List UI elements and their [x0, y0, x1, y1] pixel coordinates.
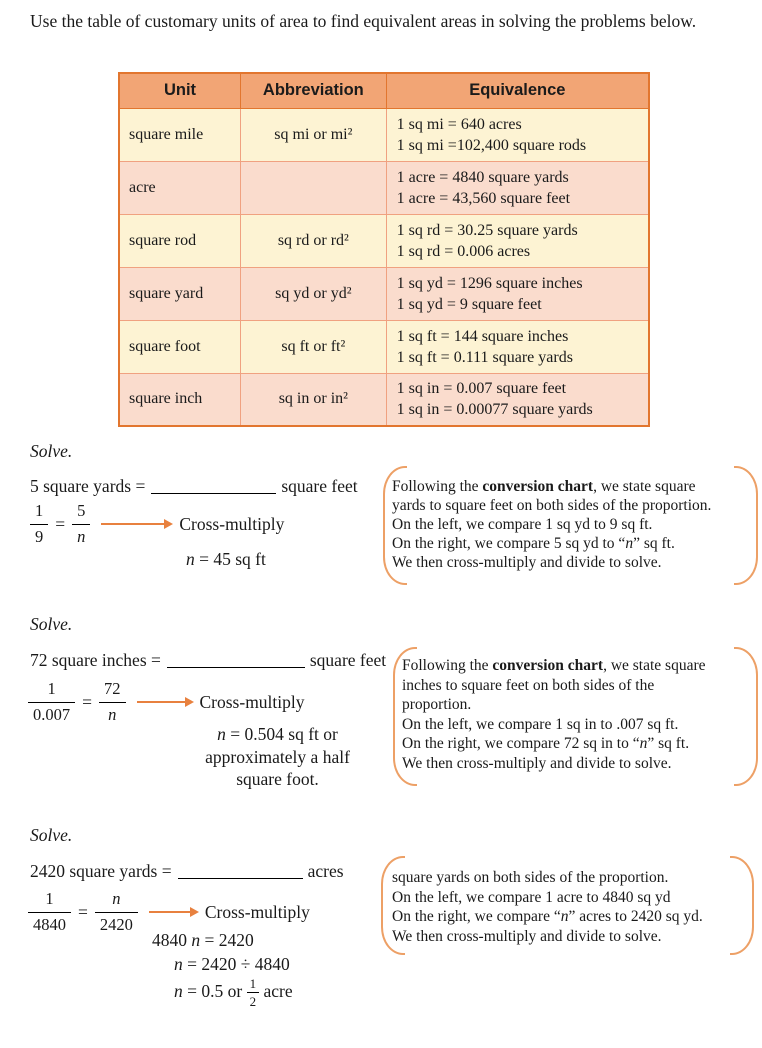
equivalence-cell	[386, 320, 649, 373]
numerator: 72	[104, 679, 121, 698]
result-line: square foot.	[236, 769, 319, 789]
explanation-callout-1	[383, 466, 758, 585]
problem-1-result	[186, 549, 266, 570]
text-segment: On the right, we compare 72 sq in to “	[402, 735, 640, 752]
abbreviation-cell: sq yd or yd²	[241, 267, 387, 320]
numerator: 1	[45, 889, 54, 908]
problem-3-equation	[30, 861, 344, 882]
text-segment: Following the	[392, 478, 483, 495]
fraction	[28, 679, 75, 725]
problem-2-equation	[30, 650, 386, 671]
numerator: 5	[77, 501, 86, 520]
numerator: 1	[47, 679, 56, 698]
table-row-acre	[119, 161, 649, 214]
fraction-one-half	[247, 977, 260, 1008]
equals-sign: =	[82, 691, 92, 712]
equivalence-line: 1 acre = 4840 square yards	[396, 168, 569, 186]
table-row-square-yard	[119, 267, 649, 320]
table-header-row	[119, 73, 649, 108]
unit-cell: square foot	[119, 320, 241, 373]
cross-multiply-label: Cross-multiply	[199, 691, 305, 712]
equivalence-line: 1 sq ft = 0.111 square yards	[396, 348, 573, 366]
explanation-callout-3	[381, 856, 754, 955]
answer-blank	[178, 864, 303, 879]
equivalence-line: 1 sq mi =102,400 square rods	[396, 136, 587, 154]
problem-2-proportion	[28, 679, 305, 725]
equation-lhs: 2420 square yards =	[30, 861, 172, 881]
table-row-square-inch	[119, 373, 649, 426]
fraction	[95, 889, 138, 935]
result-text: = 45 sq ft	[194, 549, 266, 569]
abbreviation-cell	[241, 161, 387, 214]
callout-line: proportion.	[402, 696, 472, 713]
numerator: 1	[35, 501, 44, 520]
equation-lhs: 72 square inches =	[30, 650, 161, 670]
result-text: acre	[259, 981, 293, 1001]
answer-blank	[151, 479, 276, 494]
table-row-square-foot	[119, 320, 649, 373]
equation-lhs: 5 square yards =	[30, 476, 146, 496]
problem-1-equation	[30, 476, 358, 497]
abbreviation-cell: sq rd or rd²	[241, 214, 387, 267]
table-row-square-rod	[119, 214, 649, 267]
equals-sign: =	[78, 901, 88, 922]
result-text: 4840	[152, 930, 192, 950]
denominator: 0.007	[28, 702, 75, 726]
denominator: n	[99, 702, 126, 726]
variable-n: n	[186, 549, 195, 569]
abbreviation-cell: sq in or in²	[241, 373, 387, 426]
text-segment: , we state square	[603, 657, 706, 674]
callout-line: We then cross-multiply and divide to solve.	[392, 554, 662, 571]
abbreviation-cell: sq mi or mi²	[241, 108, 387, 161]
equals-sign: =	[55, 513, 66, 534]
explanation-callout-2	[393, 647, 758, 786]
variable-n: n	[625, 535, 634, 552]
callout-line	[392, 534, 738, 553]
callout-line: We then cross-multiply and divide to solve.	[402, 754, 672, 772]
bold-segment: conversion chart	[482, 478, 594, 495]
solve-label: Solve.	[30, 825, 73, 845]
equivalence-cell	[386, 373, 649, 426]
denominator: 9	[30, 524, 48, 548]
result-line	[160, 723, 395, 746]
cross-multiply-label: Cross-multiply	[204, 901, 310, 922]
equivalence-line: 1 sq yd = 1296 square inches	[396, 274, 583, 292]
equation-unit: square feet	[281, 476, 358, 496]
result-text: = 2420	[200, 930, 254, 950]
callout-line: On the left, we compare 1 sq yd to 9 sq ft.	[392, 516, 653, 533]
denominator: n	[72, 524, 90, 548]
variable-n: n	[191, 930, 201, 950]
text-segment: Following the	[402, 657, 493, 674]
variable-n: n	[217, 724, 226, 744]
variable-n: n	[174, 954, 183, 974]
text-segment: ” acres to 2420 sq yd.	[568, 908, 703, 925]
text-segment: ” sq ft.	[647, 735, 690, 752]
equivalence-line: 1 sq rd = 0.006 acres	[396, 242, 531, 260]
table-row-square-mile	[119, 108, 649, 161]
unit-cell: square mile	[119, 108, 241, 161]
callout-line: inches to square feet on both sides of the	[402, 676, 655, 694]
unit-cell: square yard	[119, 267, 241, 320]
problem-2-result	[160, 723, 395, 791]
fraction	[28, 889, 71, 935]
bold-segment: conversion chart	[492, 657, 604, 674]
equivalence-line: 1 sq ft = 144 square inches	[396, 327, 569, 345]
fraction	[99, 679, 126, 725]
text-segment: On the right, we compare “	[392, 908, 561, 925]
text-segment: , we state square	[593, 478, 696, 495]
numerator: n	[112, 889, 121, 908]
abbreviation-cell: sq ft or ft²	[241, 320, 387, 373]
result-text: = 0.504 sq ft or	[225, 724, 338, 744]
column-header-equivalence: Equivalence	[386, 73, 649, 108]
variable-n: n	[560, 908, 569, 925]
equivalence-cell	[386, 108, 649, 161]
cross-multiply-label: Cross-multiply	[179, 513, 285, 534]
unit-cell: square inch	[119, 373, 241, 426]
right-arrow-icon	[149, 911, 197, 913]
variable-n: n	[639, 735, 648, 752]
callout-line	[392, 477, 738, 496]
fraction	[30, 501, 48, 547]
equivalence-line: 1 sq in = 0.00077 square yards	[396, 401, 593, 419]
right-arrow-icon	[101, 523, 171, 525]
solve-label: Solve.	[30, 614, 73, 634]
unit-cell: square rod	[119, 214, 241, 267]
numerator: 1	[249, 976, 257, 991]
equation-unit: acres	[307, 861, 344, 881]
callout-line	[392, 907, 738, 927]
equivalence-line: 1 acre = 43,560 square feet	[396, 189, 571, 207]
equivalence-line: 1 sq in = 0.007 square feet	[396, 380, 567, 398]
right-arrow-icon	[137, 701, 192, 703]
callout-line	[402, 656, 742, 676]
equivalence-cell	[386, 267, 649, 320]
answer-blank	[167, 653, 305, 668]
callout-line: On the left, we compare 1 sq in to .007 sq ft.	[402, 715, 679, 733]
equation-unit: square feet	[309, 650, 387, 670]
callout-line: On the left, we compare 1 acre to 4840 sq yd	[392, 888, 671, 906]
denominator: 2420	[95, 912, 138, 936]
result-line: approximately a half	[205, 746, 350, 767]
equivalence-line: 1 sq yd = 9 square feet	[396, 295, 542, 313]
result-text: = 2420 ÷ 4840	[182, 954, 290, 974]
problem-1-proportion	[30, 501, 284, 547]
solve-label: Solve.	[30, 441, 73, 461]
denominator: 2	[247, 992, 260, 1008]
column-header-abbreviation: Abbreviation	[241, 73, 387, 108]
intro-text: Use the table of customary units of area to find equivalent areas in solving the problems below.	[30, 11, 697, 31]
fraction	[72, 501, 90, 547]
equivalence-cell	[386, 214, 649, 267]
unit-cell: acre	[119, 161, 241, 214]
problem-3-step-1	[152, 930, 254, 951]
callout-line: We then cross-multiply and divide to solve.	[392, 927, 662, 945]
column-header-unit: Unit	[119, 73, 241, 108]
units-of-area-table	[118, 72, 650, 427]
text-segment: ” sq ft.	[633, 535, 675, 552]
callout-line: yards to square feet on both sides of the proportion.	[392, 497, 712, 514]
problem-3-proportion	[28, 889, 310, 935]
callout-line	[402, 734, 742, 754]
result-text: = 0.5 or	[182, 981, 247, 1001]
problem-3-step-3	[174, 977, 293, 1008]
variable-n: n	[174, 981, 183, 1001]
equivalence-line: 1 sq rd = 30.25 square yards	[396, 221, 578, 239]
text-segment: On the right, we compare 5 sq yd to “	[392, 535, 626, 552]
equivalence-cell	[386, 161, 649, 214]
problem-3-step-2	[174, 954, 290, 975]
callout-line: square yards on both sides of the proportion.	[392, 869, 669, 886]
equivalence-line: 1 sq mi = 640 acres	[396, 115, 522, 133]
denominator: 4840	[28, 912, 71, 936]
